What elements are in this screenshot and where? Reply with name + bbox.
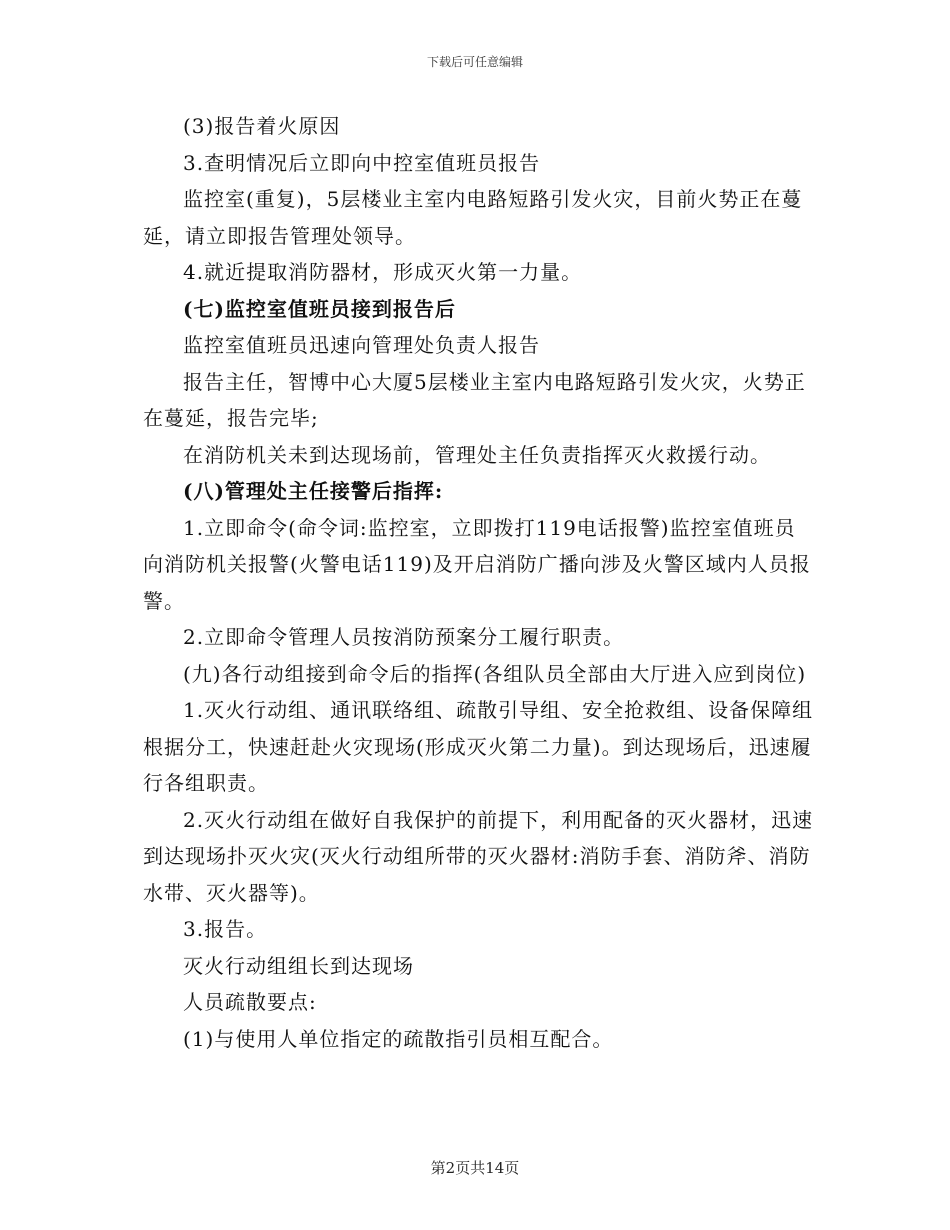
section-heading: (八)管理处主任接警后指挥: bbox=[183, 479, 444, 503]
paragraph: 监控室值班员迅速向管理处负责人报告 bbox=[183, 333, 540, 357]
section-heading: (七)监控室值班员接到报告后 bbox=[183, 296, 456, 321]
document-body bbox=[143, 108, 815, 1057]
paragraph: 2.立即命令管理人员按消防预案分工履行职责。 bbox=[183, 625, 625, 649]
paragraph: (3)报告着火原因 bbox=[183, 114, 341, 138]
page-header: 下载后可任意编辑 bbox=[426, 55, 523, 69]
paragraph: 3.报告。 bbox=[183, 917, 268, 941]
paragraph: 4.就近提取消防器材，形成灭火第一力量。 bbox=[183, 260, 583, 284]
paragraph: 在消防机关未到达现场前，管理处主任负责指挥灭火救援行动。 bbox=[183, 442, 771, 467]
paragraph: 1.灭火行动组、通讯联络组、疏散引导组、安全抢救组、设备保障组根据分工，快速赶赴火灾现场(形成灭火第二力量)。到达现场后，迅速履行各组职责。 bbox=[143, 698, 814, 795]
paragraph: 报告主任，智博中心大厦5层楼业主室内电路短路引发火灾，火势正在蔓延，报告完毕; bbox=[143, 369, 806, 430]
paragraph: 3.查明情况后立即向中控室值班员报告 bbox=[183, 150, 541, 175]
paragraph: 监控室(重复)，5层楼业主室内电路短路引发火灾，目前火势正在蔓延，请立即报告管理处领导。 bbox=[143, 187, 803, 248]
paragraph: 2.灭火行动组在做好自我保护的前提下，利用配备的灭火器材，迅速到达现场扑灭火灾(灭火行动组所带的灭火器材:消防手套、消防斧、消防水带、灭火器等)。 bbox=[143, 807, 814, 905]
paragraph: (九)各行动组接到命令后的指挥(各组队员全部由大厅进入应到岗位) bbox=[183, 661, 807, 686]
paragraph: (1)与使用人单位指定的疏散指引员相互配合。 bbox=[183, 1026, 614, 1051]
page-footer: 第2页共14页 bbox=[430, 1159, 520, 1177]
paragraph: 1.立即命令(命令词:监控室，立即拨打119电话报警)监控室值班员向消防机关报警(火警电话119)及开启消防广播向涉及火警区域内人员报警。 bbox=[143, 515, 811, 613]
paragraph: 人员疏散要点: bbox=[183, 990, 317, 1014]
paragraph: 灭火行动组组长到达现场 bbox=[183, 953, 414, 978]
